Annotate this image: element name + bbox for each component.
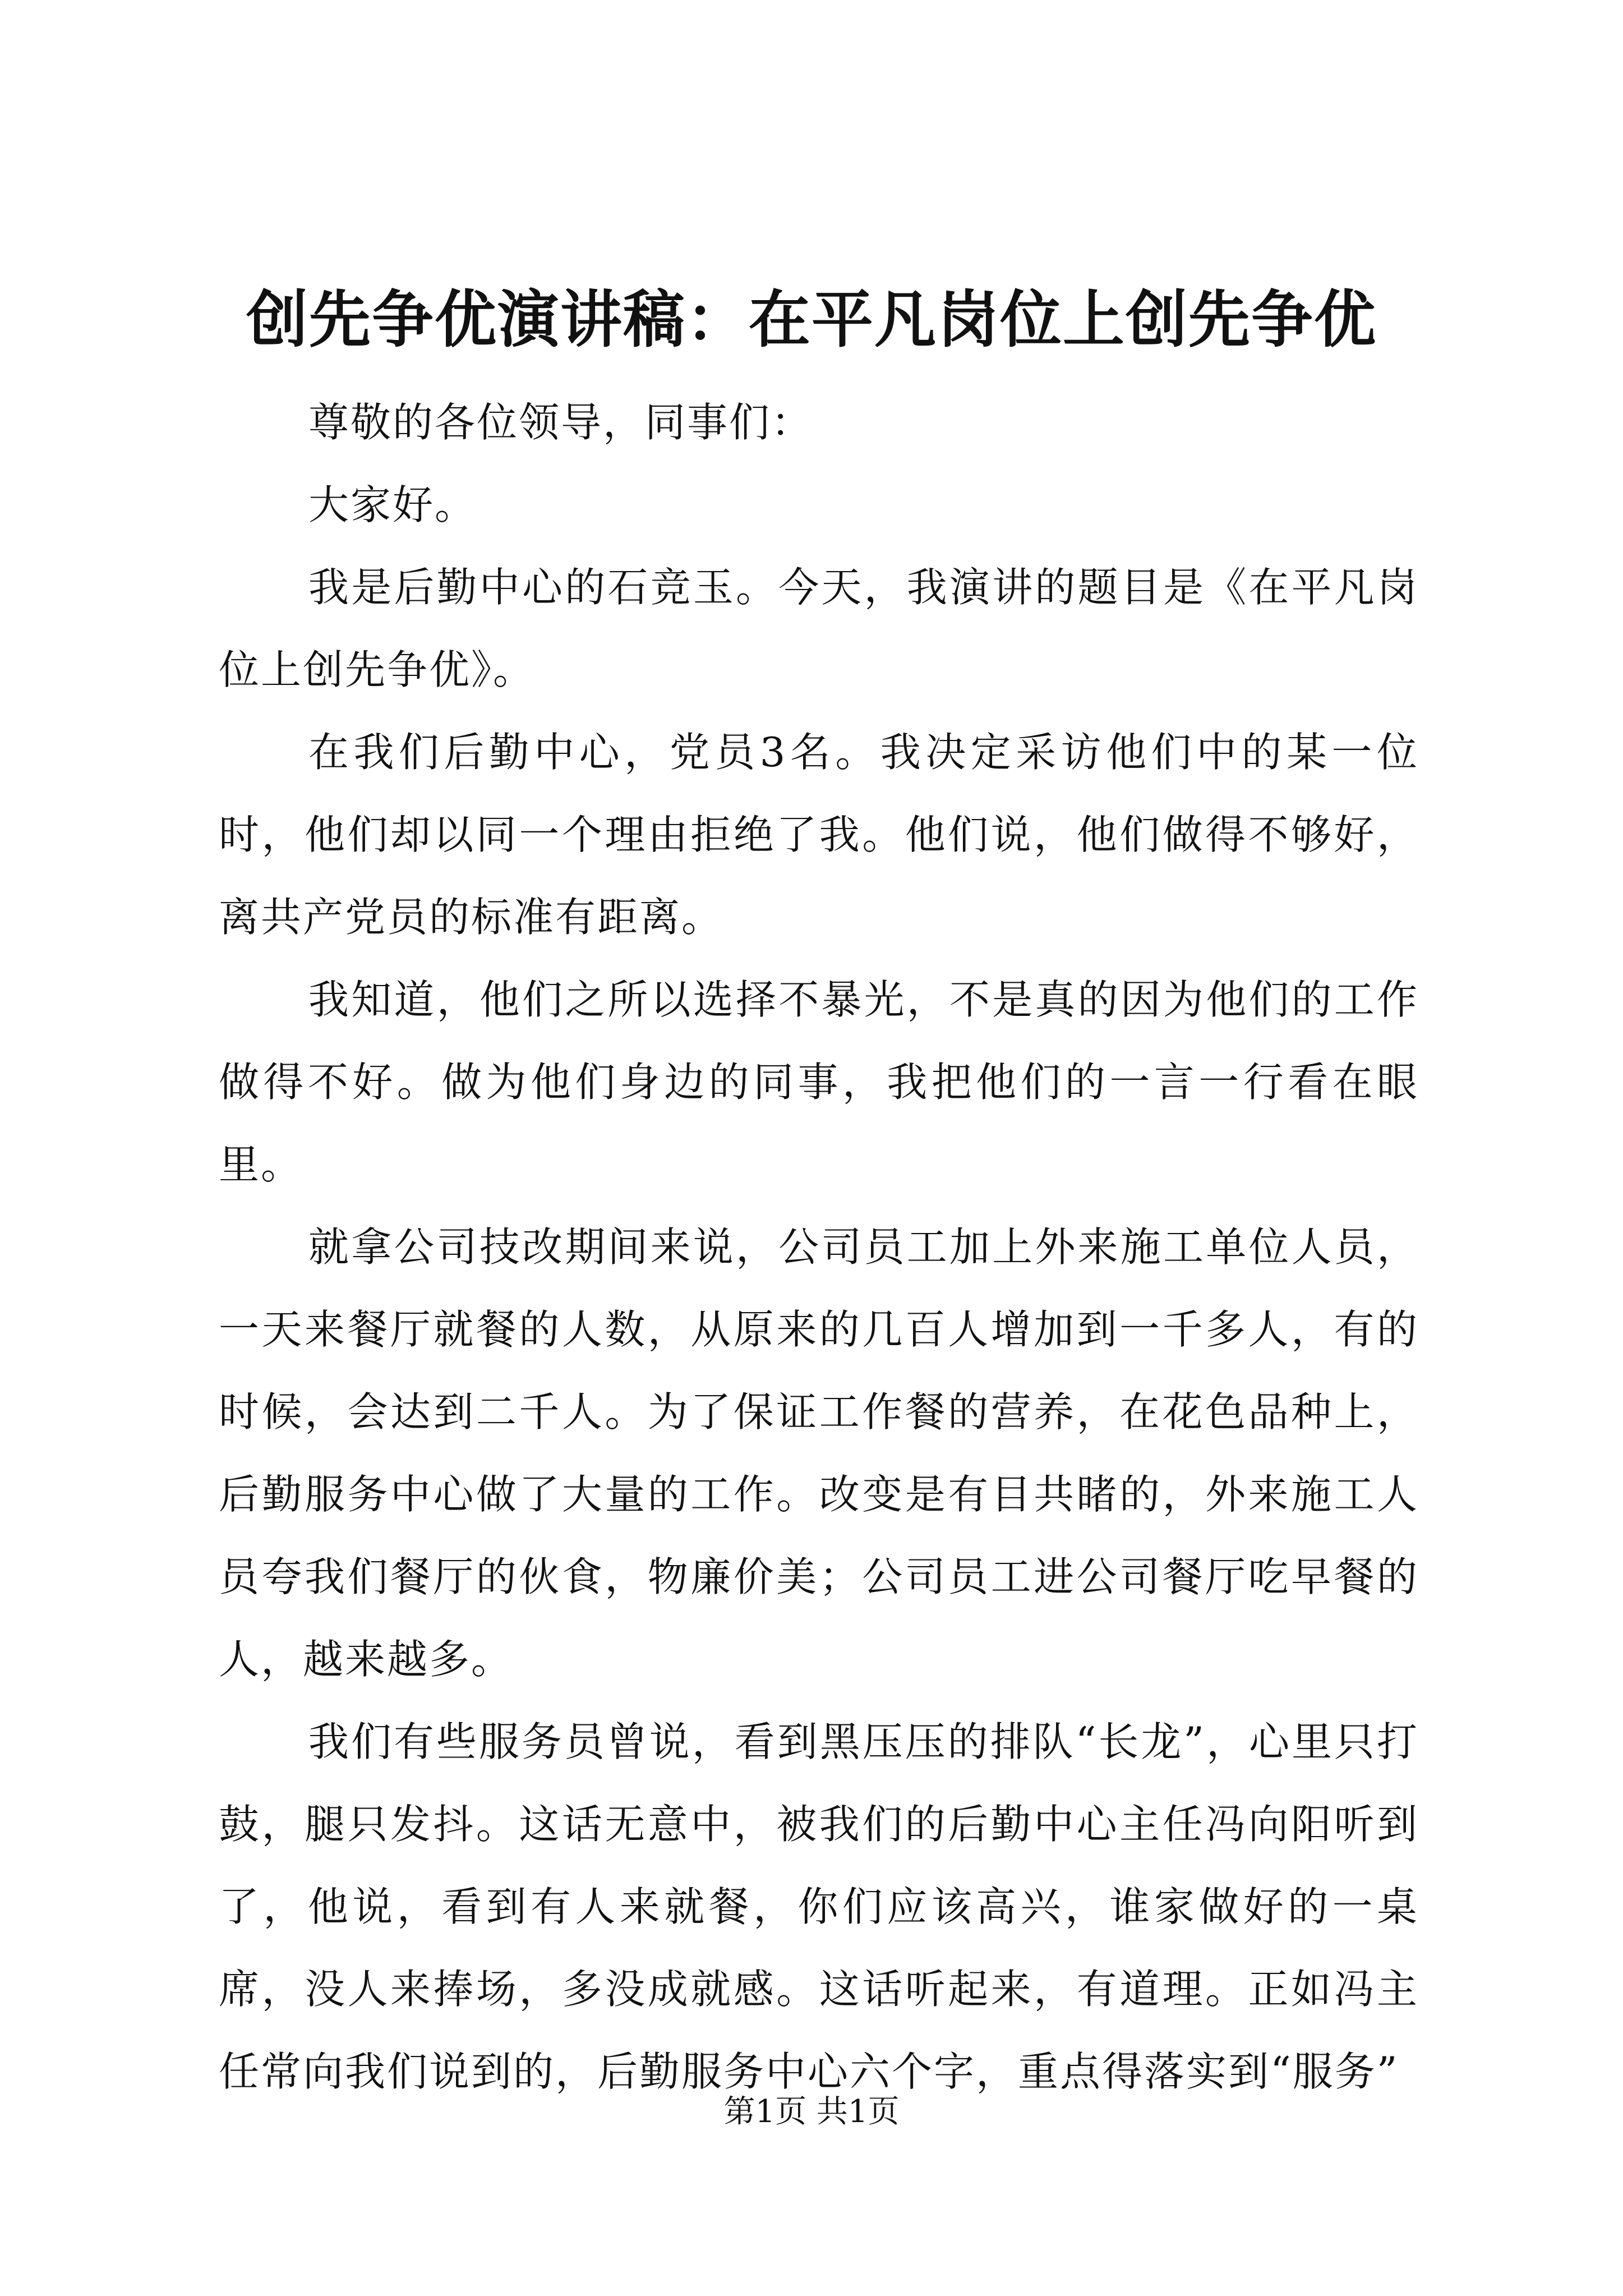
paragraph-party-members: 在我们后勤中心，党员3名。我决定采访他们中的某一位时，他们却以同一个理由拒绝了我。他们说，他们做得不够好，离共产党员的标准有距离。 [219,729,1419,941]
paragraph-salutation: 尊敬的各位领导，同事们： [308,399,814,446]
paragraph-introduction: 我是后勤中心的石竞玉。今天，我演讲的题目是《在平凡岗位上创先争优》。 [219,564,1419,693]
paragraph-observation: 我知道，他们之所以选择不暴光，不是真的因为他们的工作做得不好。做为他们身边的同事，我把他们的一言一行看在眼里。 [219,976,1419,1188]
document-title: 创先争优演讲稿：在平凡岗位上创先争优 [246,283,1377,356]
paragraph-greeting: 大家好。 [308,481,477,528]
paragraph-service-staff: 我们有些服务员曾说，看到黑压压的排队“长龙”，心里只打鼓，腿只发抖。这话无意中，被我们的后勤中心主任冯向阳听到了，他说，看到有人来就餐，你们应该高兴，谁家做好的一桌席，没人来捧场，多没成就感。这话听起来，有道理。正如冯主任常向我们说到的，后勤服务中心六个字，重点得落实到“服务” [219,1718,1419,2095]
paragraph-canteen-work: 就拿公司技改期间来说，公司员工加上外来施工单位人员，一天来餐厅就餐的人数，从原来的几百人增加到一千多人，有的时候，会达到二千人。为了保证工作餐的营养，在花色品种上，后勤服务中心做了大量的工作。改变是有目共睹的，外来施工人员夸我们餐厅的伙食，物廉价美；公司员工进公司餐厅吃早餐的人，越来越多。 [219,1223,1419,1683]
document-body [219,381,1419,2113]
page-number-footer: 第1页 共1页 [723,2093,900,2130]
